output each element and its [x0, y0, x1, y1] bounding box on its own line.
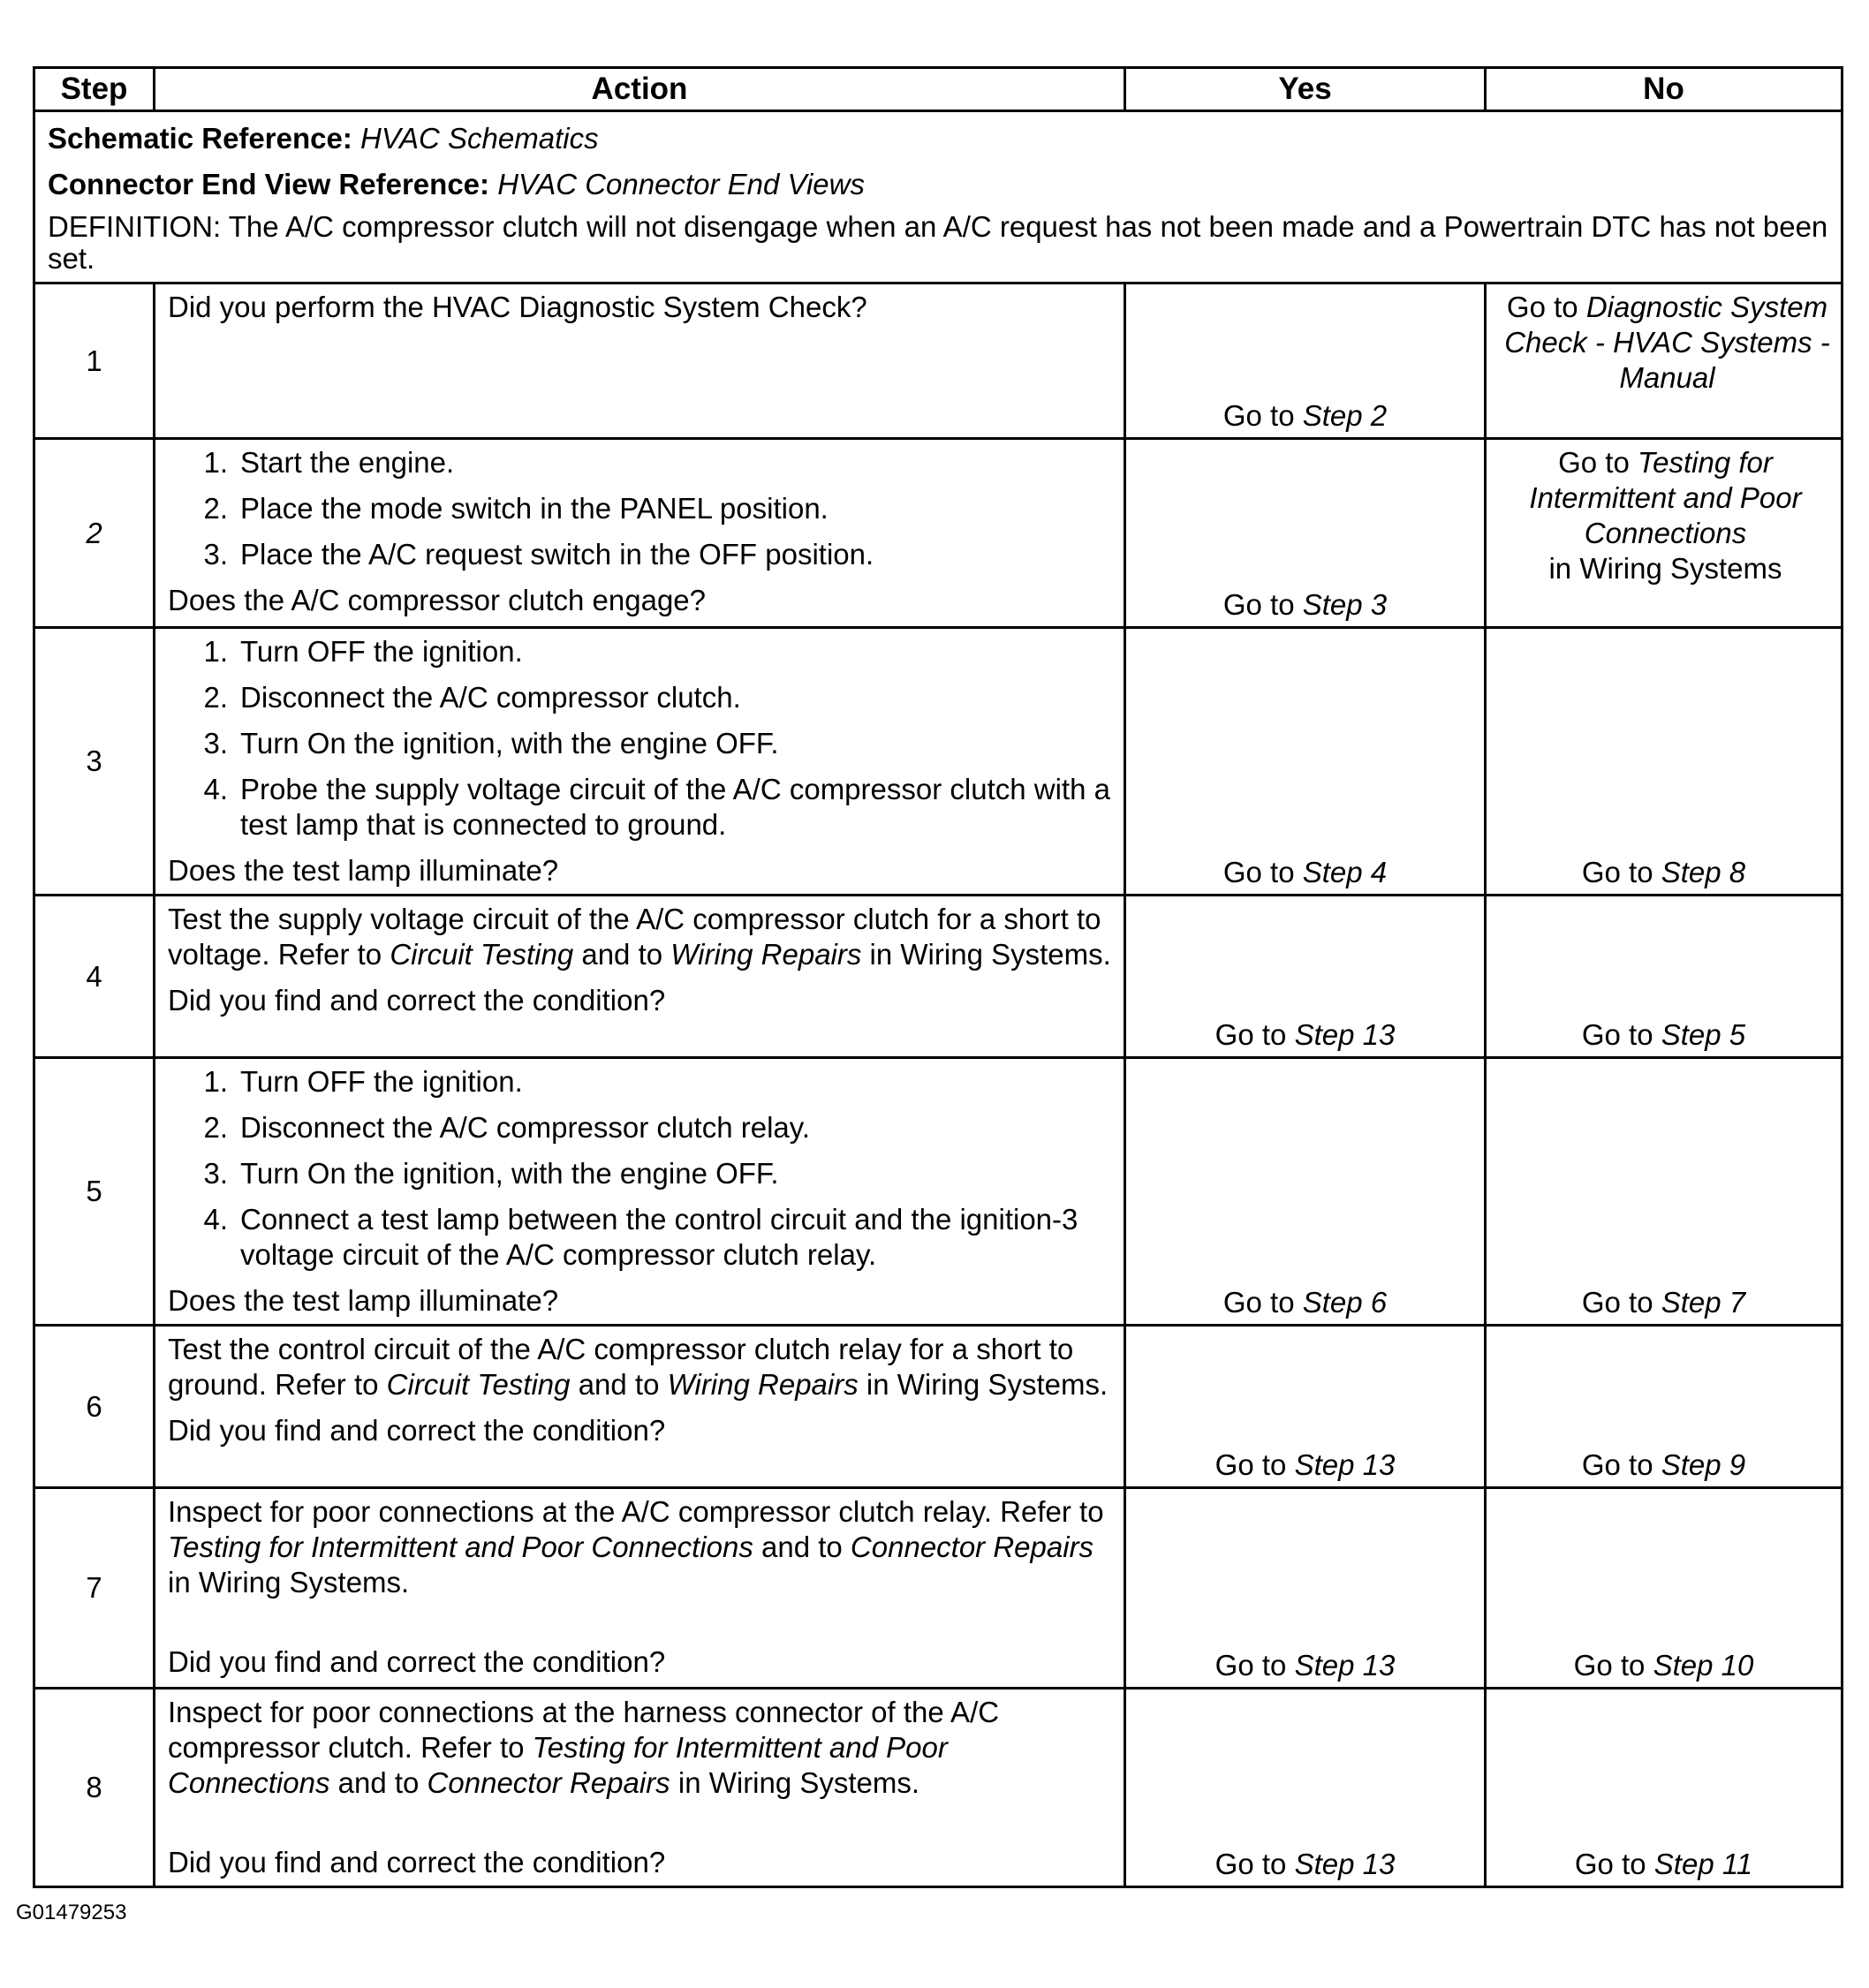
action-cell: [155, 1488, 1125, 1689]
header-yes: Yes: [1125, 68, 1486, 111]
connector-reference: [48, 162, 1828, 208]
no-prefix: Go to: [1558, 446, 1638, 479]
yes-prefix: Go to: [1214, 1649, 1295, 1682]
testing-intermittent-link[interactable]: Testing for Intermittent and Poor Connections: [168, 1531, 753, 1563]
table-row: [34, 1488, 1843, 1689]
no-link[interactable]: Step 7: [1661, 1286, 1746, 1319]
no-cell: [1486, 896, 1843, 1058]
yes-link[interactable]: Step 13: [1294, 1848, 1396, 1880]
no-link[interactable]: Step 10: [1653, 1649, 1754, 1682]
table-row: [34, 439, 1843, 628]
action-list: [168, 445, 1111, 572]
table-row: [34, 628, 1843, 896]
connector-repairs-link[interactable]: Connector Repairs: [850, 1531, 1094, 1563]
yes-prefix: Go to: [1214, 1018, 1295, 1051]
wiring-repairs-link[interactable]: Wiring Repairs: [670, 938, 862, 971]
action-question: Did you find and correct the condition?: [168, 1846, 666, 1878]
step-number: 7: [34, 1488, 155, 1689]
testing-intermittent-link[interactable]: Testing for Intermittent and Poor Connections: [168, 1731, 948, 1799]
no-link[interactable]: Step 9: [1661, 1448, 1746, 1481]
connector-repairs-link[interactable]: Connector Repairs: [427, 1766, 670, 1799]
step-number: 4: [34, 896, 155, 1058]
step-number: 8: [34, 1689, 155, 1887]
no-prefix: Go to: [1581, 1448, 1661, 1481]
yes-link[interactable]: Step 13: [1294, 1649, 1396, 1682]
yes-cell: [1125, 1058, 1486, 1326]
action-cell: [155, 628, 1125, 896]
schematic-link[interactable]: HVAC Schematics: [360, 122, 599, 155]
yes-link[interactable]: Step 2: [1302, 399, 1388, 432]
yes-link[interactable]: Step 6: [1302, 1286, 1388, 1319]
yes-cell: [1125, 1326, 1486, 1488]
header-action: Action: [155, 68, 1125, 111]
action-list: [168, 1064, 1111, 1273]
list-item: 2. Place the mode switch in the PANEL position.: [203, 492, 829, 525]
no-cell: [1486, 1488, 1843, 1689]
action-paragraph: Test the control circuit of the A/C compressor clutch relay for a short to ground. Refer to Circuit Testing and to Wiring Repairs in Wiring Systems.: [168, 1333, 1109, 1401]
yes-cell: [1125, 439, 1486, 628]
yes-prefix: Go to: [1222, 856, 1303, 888]
yes-cell: [1125, 283, 1486, 439]
no-cell: [1486, 439, 1843, 628]
connector-link[interactable]: HVAC Connector End Views: [497, 168, 865, 200]
action-question: Does the test lamp illuminate?: [168, 854, 559, 887]
step-number: 5: [34, 1058, 155, 1326]
diagnostic-table-container: [33, 66, 1841, 1888]
yes-cell: [1125, 896, 1486, 1058]
yes-prefix: Go to: [1214, 1848, 1295, 1880]
circuit-testing-link[interactable]: Circuit Testing: [390, 938, 574, 971]
list-item: 1. Turn OFF the ignition.: [203, 635, 523, 668]
action-question: Did you find and correct the condition?: [168, 1645, 666, 1678]
yes-prefix: Go to: [1214, 1448, 1295, 1481]
definition: [48, 211, 1828, 275]
action-question: Does the test lamp illuminate?: [168, 1284, 559, 1317]
list-item: 1. Turn OFF the ignition.: [203, 1065, 523, 1098]
action-list: [168, 634, 1111, 843]
no-link[interactable]: Step 11: [1653, 1848, 1753, 1880]
list-item: 3. Turn On the ignition, with the engine OFF.: [203, 1157, 779, 1190]
yes-cell: [1125, 628, 1486, 896]
action-cell: [155, 896, 1125, 1058]
yes-link[interactable]: Step 3: [1302, 588, 1388, 621]
list-item: 3. Turn On the ignition, with the engine OFF.: [203, 727, 779, 760]
action-paragraph: Inspect for poor connections at the A/C compressor clutch relay. Refer to Testing for Intermittent and Poor Connections and to Connector Repairs in Wiring Systems.: [168, 1495, 1104, 1599]
no-cell: [1486, 1689, 1843, 1887]
yes-prefix: Go to: [1222, 399, 1303, 432]
header-step: Step: [34, 68, 155, 111]
step-number: 2: [34, 439, 155, 628]
table-row: [34, 1689, 1843, 1887]
yes-prefix: Go to: [1222, 588, 1303, 621]
no-prefix: Go to: [1581, 1018, 1661, 1051]
step-number: 6: [34, 1326, 155, 1488]
yes-link[interactable]: Step 13: [1294, 1018, 1396, 1051]
no-cell: [1486, 1058, 1843, 1326]
no-link[interactable]: Step 8: [1661, 856, 1746, 888]
definition-text: The A/C compressor clutch will not disengage when an A/C request has not been made and a Powertrain DTC has not been set.: [48, 210, 1828, 275]
list-item: 1. Start the engine.: [203, 446, 455, 479]
no-cell: [1486, 1326, 1843, 1488]
no-link[interactable]: Step 5: [1661, 1018, 1746, 1051]
list-item: 4. Probe the supply voltage circuit of the A/C compressor clutch with a test lamp that is connected to ground.: [203, 773, 1110, 841]
no-prefix: Go to: [1573, 1649, 1653, 1682]
action-cell: [155, 1689, 1125, 1887]
table-row: [34, 1058, 1843, 1326]
diagnostic-table: [33, 66, 1843, 1888]
info-row: [34, 111, 1843, 283]
no-prefix: Go to: [1506, 291, 1586, 323]
table-row: [34, 283, 1843, 439]
no-link[interactable]: Diagnostic System Check - HVAC Systems - Manual: [1504, 291, 1830, 394]
no-suffix: in Wiring Systems: [1548, 552, 1782, 585]
yes-link[interactable]: Step 4: [1302, 856, 1388, 888]
yes-cell: [1125, 1689, 1486, 1887]
action-paragraph: Test the supply voltage circuit of the A/C compressor clutch for a short to voltage. Refer to Circuit Testing and to Wiring Repairs in Wiring Systems.: [168, 903, 1111, 971]
no-prefix: Go to: [1581, 856, 1661, 888]
action-question: Did you perform the HVAC Diagnostic System Check?: [168, 291, 867, 323]
step-number: 1: [34, 283, 155, 439]
figure-id: G01479253: [16, 1901, 127, 1924]
action-question: Did you find and correct the condition?: [168, 1414, 666, 1447]
no-prefix: Go to: [1574, 1848, 1654, 1880]
yes-cell: [1125, 1488, 1486, 1689]
list-item: 2. Disconnect the A/C compressor clutch relay.: [203, 1111, 810, 1144]
table-row: [34, 896, 1843, 1058]
action-paragraph: Inspect for poor connections at the harness connector of the A/C compressor clutch. Refer to Testing for Intermittent and Poor Connections and to Connector Repairs in Wiring Systems.: [168, 1696, 1000, 1799]
action-question: Did you find and correct the condition?: [168, 984, 666, 1017]
table-row: [34, 1326, 1843, 1488]
action-cell: [155, 1326, 1125, 1488]
list-item: 3. Place the A/C request switch in the OFF position.: [203, 538, 874, 571]
no-prefix: Go to: [1581, 1286, 1661, 1319]
circuit-testing-link[interactable]: Circuit Testing: [386, 1368, 571, 1401]
schematic-label: Schematic Reference:: [48, 122, 352, 155]
yes-link[interactable]: Step 13: [1294, 1448, 1396, 1481]
schematic-reference: [48, 116, 1828, 162]
action-question: Does the A/C compressor clutch engage?: [168, 584, 707, 616]
definition-label: DEFINITION:: [48, 210, 222, 243]
no-cell: [1486, 628, 1843, 896]
connector-label: Connector End View Reference:: [48, 168, 490, 200]
header-no: No: [1486, 68, 1843, 111]
step-number: 3: [34, 628, 155, 896]
action-cell: [155, 283, 1125, 439]
yes-prefix: Go to: [1222, 1286, 1303, 1319]
list-item: 4. Connect a test lamp between the control circuit and the ignition-3 voltage circuit of the A/C compressor clutch relay.: [203, 1203, 1078, 1271]
action-cell: [155, 1058, 1125, 1326]
list-item: 2. Disconnect the A/C compressor clutch.: [203, 681, 741, 714]
info-cell: [34, 111, 1843, 283]
wiring-repairs-link[interactable]: Wiring Repairs: [667, 1368, 859, 1401]
header-row: [34, 68, 1843, 111]
no-link[interactable]: Testing for Intermittent and Poor Connections: [1529, 446, 1802, 549]
no-cell: [1486, 283, 1843, 439]
action-cell: [155, 439, 1125, 628]
